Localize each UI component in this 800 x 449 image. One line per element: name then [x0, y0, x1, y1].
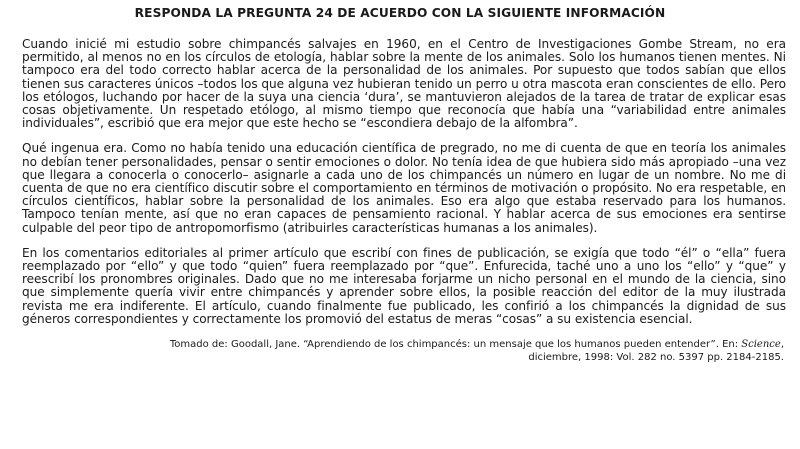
paragraph-3: En los comentarios editoriales al primer artículo que escribí con fines de publicación, se exigía que todo “él” o “ella” fuera reemplazado por “ello” y que todo “quien” fuera reemplazado por “que”. Enfurecida, taché uno a uno los “ello” y “que” y reescribí los pronombres originales. Dado que no me interesaba forjarme un nicho personal en el mundo de la ciencia, sino que simplemente quería vivir entre chimpancés y aprender sobre ellos, la posible reacción del editor de la muy ilustrada revista me era indiferente. El artículo, cuando finalmente fue publicado, les confirió a los chimpancés la dignidad de sus géneros correspondientes y correctamente los promovió del estatus de meras “cosas” a su existencia esencial. [22, 245, 786, 326]
citation-line-1 [14, 338, 784, 351]
paragraph-1: Cuando inicié mi estudio sobre chimpancés salvajes en 1960, en el Centro de Investigaciones Gombe Stream, no era permitido, al menos no en los círculos de etología, hablar sobre la mente de los animales. Solo los humanos tienen mentes. Ni tampoco era del todo correcto hablar acerca de la personalidad de los animales. Por supuesto que todos sabían que ellos tienen sus caracteres únicos –todos los que alguna vez hubieran tenido un perro u otra mascota eran conscientes de ello. Pero los etólogos, luchando por hacer de la suya una ciencia ‘dura’, se mantuvieron alejados de la tarea de tratar de explicar esas cosas objetivamente. Un respetado etólogo, al mismo tiempo que reconocía que había una “variabilidad entre animales individuales”, escribió que era mejor que este hecho se “escondiera debajo de la alfombra”. [22, 37, 786, 131]
source-citation [14, 338, 786, 364]
paragraph-2: Qué ingenua era. Como no había tenido una educación científica de pregrado, no me di cuenta de que en teoría los animales no debían tener personalidades, pensar o sentir emociones o dolor. No tenía idea de que hubiera sido más apropiado –una vez que llegara a conocerla o conocerlo– asignarle a cada uno de los chimpancés un número en lugar de un nombre. No me di cuenta de que no era científico discutir sobre el comportamiento en términos de motivación o propósito. No era respetable, en círculos científicos, hablar sobre la personalidad de los animales. Eso era algo que estaba reservado para los humanos. Tampoco tenían mente, así que no eran capaces de pensamiento racional. Y hablar acerca de sus emociones era sentirse culpable del peor tipo de antropomorfismo (atribuirles características humanas a los animales). [22, 141, 786, 235]
question-heading: RESPONDA LA PREGUNTA 24 DE ACUERDO CON LA SIGUIENTE INFORMACIÓN [134, 6, 666, 20]
citation-line-2: diciembre, 1998: Vol. 282 no. 5397 pp. 2184-2185. [528, 352, 784, 364]
citation-journal: Science [741, 339, 781, 351]
citation-suffix: , [780, 339, 784, 351]
citation-prefix: Tomado de: Goodall, Jane. “Aprendiendo de los chimpancés: un mensaje que los humanos pueden entender”. En: [169, 339, 742, 351]
